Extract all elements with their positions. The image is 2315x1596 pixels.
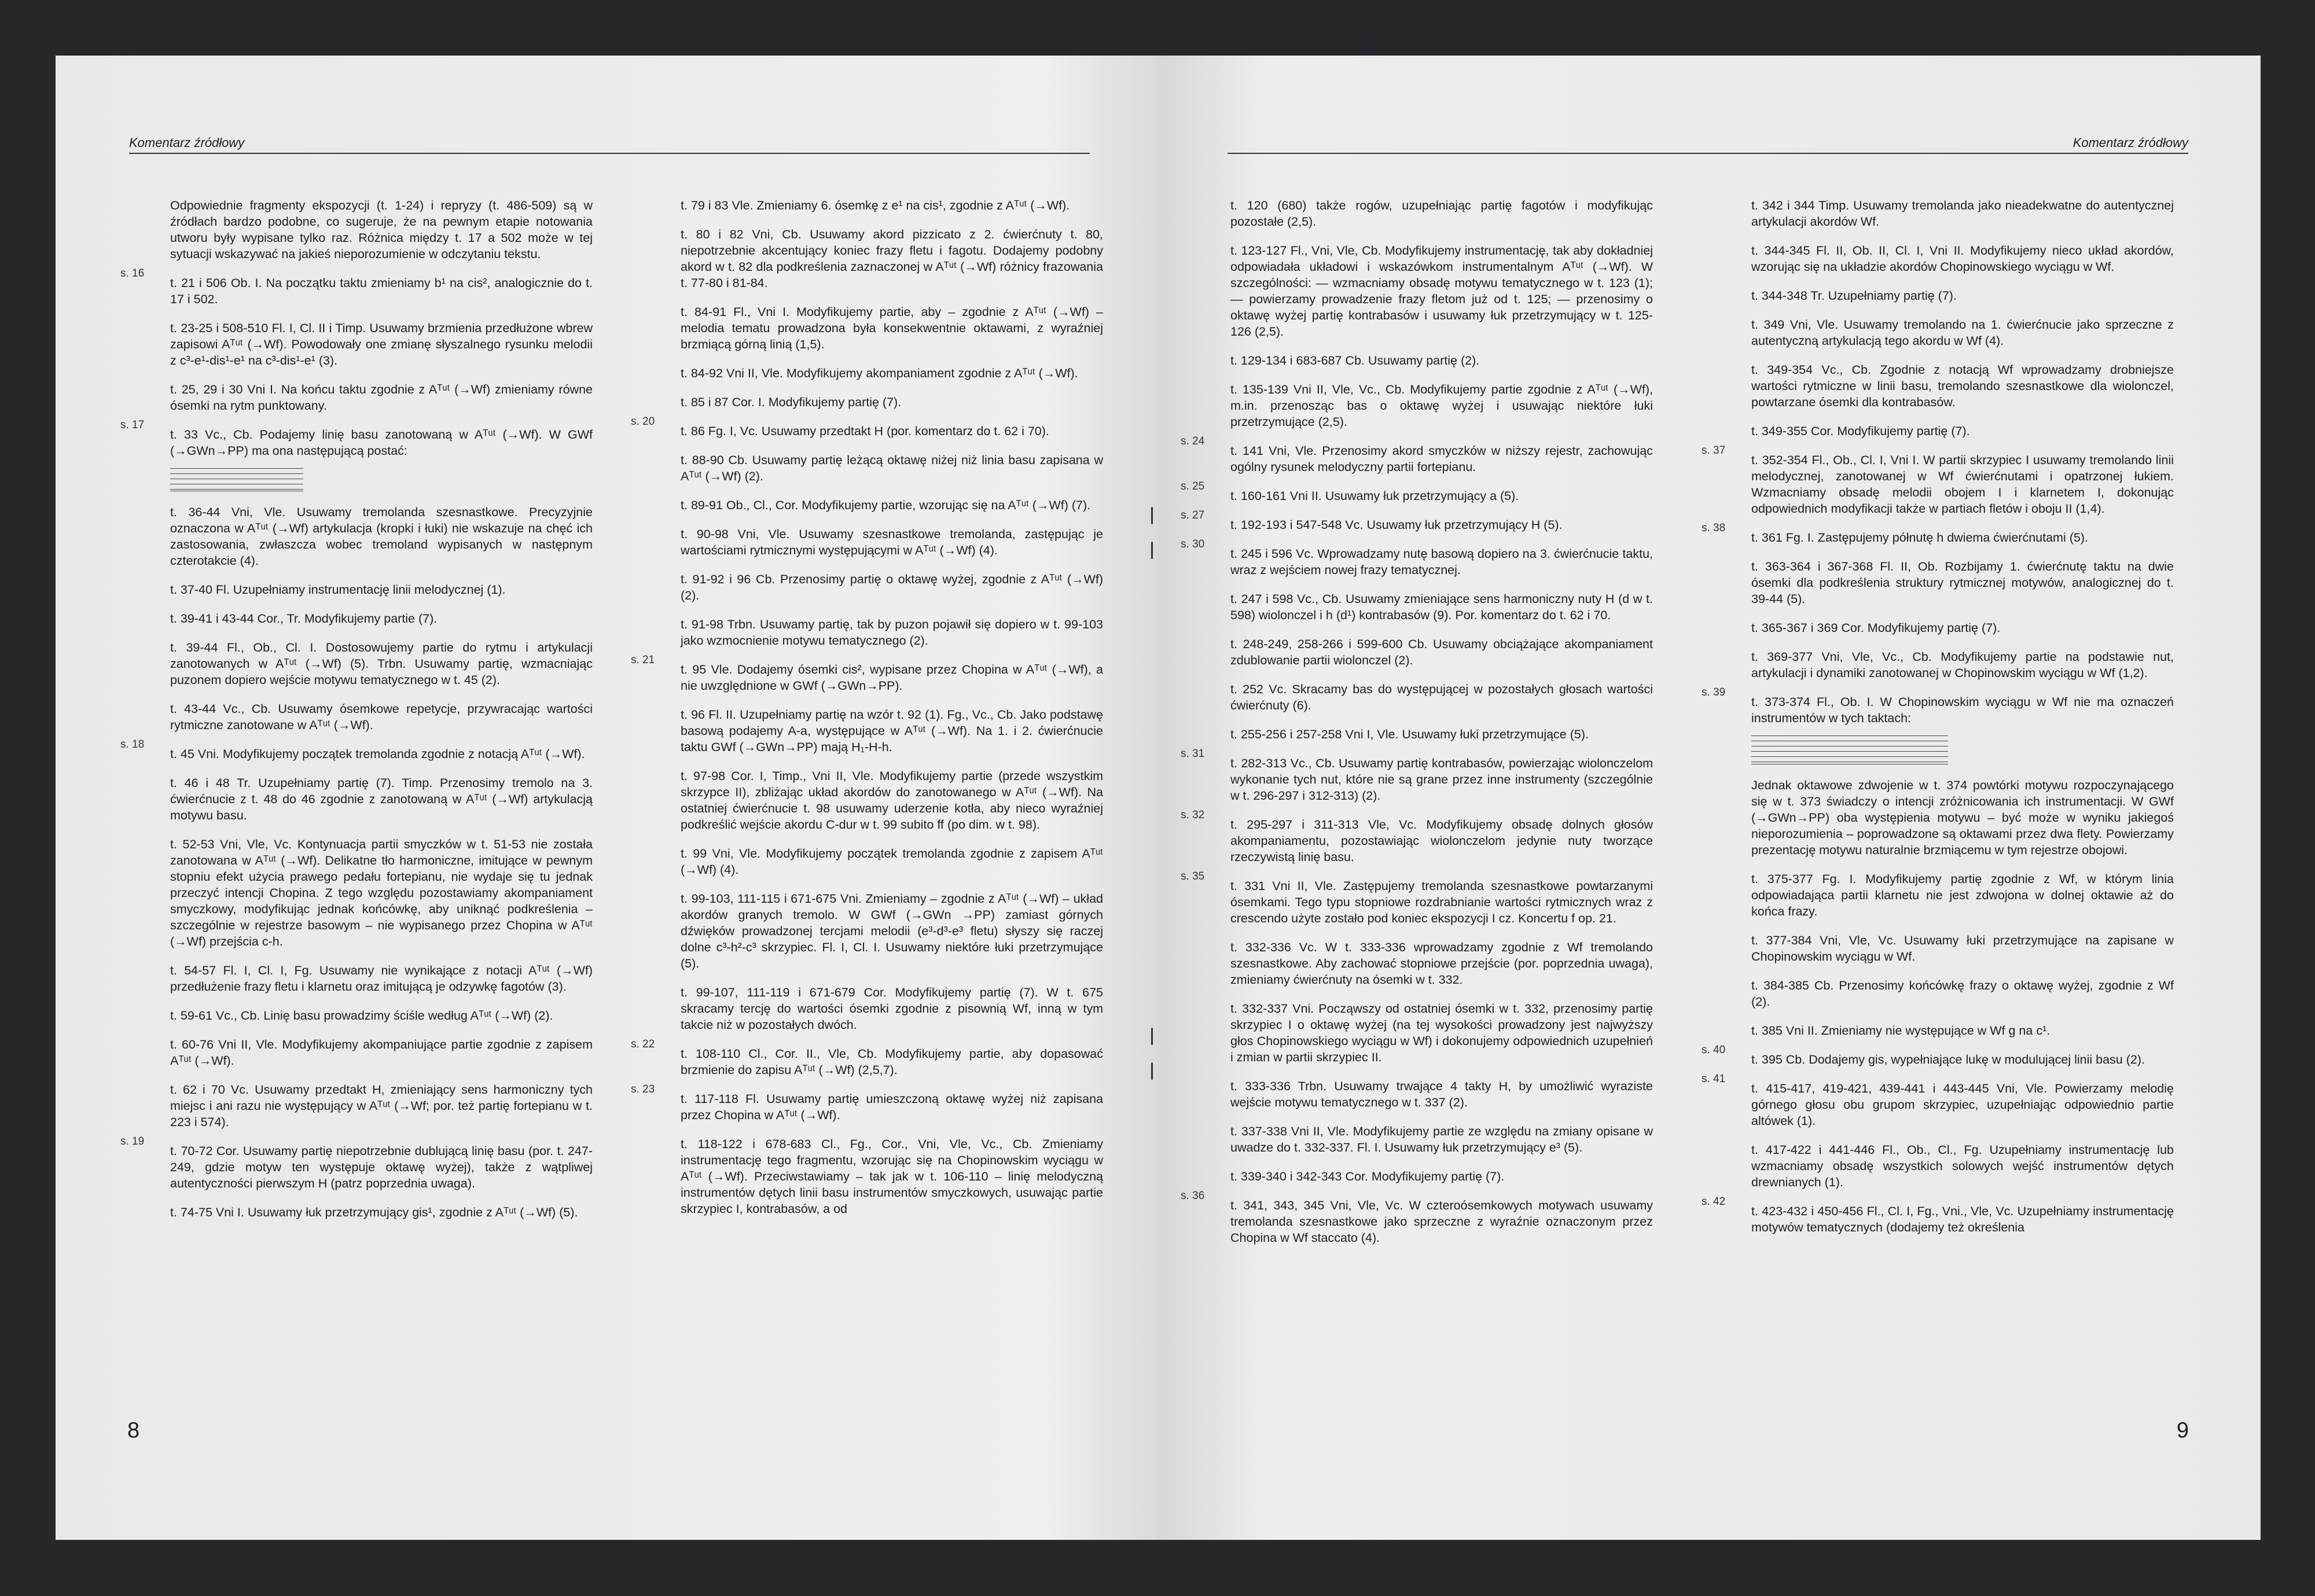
- entry-text: t. 349 Vni, Vle. Usuwamy tremolando na 1. ćwierćnucie jako sprzeczne z autentyczną artykulacją tego akordu w Wf (4).: [1751, 318, 2174, 348]
- page-reference: s. 35: [1181, 870, 1205, 882]
- commentary-entry: [681, 497, 1103, 513]
- entry-text: t. 282-313 Vc., Cb. Usuwamy partię kontrabasów, powierzając wiolonczelom wykonanie tych nut, które nie są grane przez inne instrumenty (szczególnie w t. 296-297 i 312-313) (2).: [1230, 756, 1653, 803]
- commentary-entry: [1181, 870, 1653, 926]
- entry-text: t. 252 Vc. Skracamy bas do występującej w pozostałych głosach wartości ćwierćnuty (6).: [1230, 682, 1653, 712]
- commentary-entry: [631, 654, 1103, 694]
- page-reference: s. 41: [1702, 1073, 1726, 1085]
- entry-text: t. 86 Fg. I, Vc. Usuwamy przedtakt H (por. komentarz do t. 62 i 70).: [681, 424, 1049, 438]
- entry-text: t. 85 i 87 Cor. I. Modyfikujemy partię (7).: [681, 395, 902, 409]
- entry-text: t. 91-92 i 96 Cb. Przenosimy partię o oktawę wyżej, zgodnie z Aᵀᵘᵗ (→Wf) (2).: [681, 572, 1103, 602]
- commentary-entry: [1751, 423, 2174, 439]
- entry-text: t. 62 i 70 Vc. Usuwamy przedtakt H, zmieniający sens harmoniczny tych miejsc i ani razu nie występujący w Aᵀᵘᵗ (→Wf; por. też partię fortepianu w t. 223 i 574).: [170, 1083, 593, 1129]
- entry-text: t. 135-139 Vni II, Vle, Vc., Cb. Modyfikujemy partie zgodnie z Aᵀᵘᵗ (→Wf), m.in. przenosząc bas o oktawę wyżej i usuwając niektóre łuki przetrzymujące (2,5).: [1230, 383, 1653, 429]
- commentary-entry: [1230, 381, 1653, 430]
- commentary-entry: [170, 611, 593, 627]
- page-reference: s. 38: [1702, 522, 1726, 534]
- entry-text: t. 95 Vle. Dodajemy ósemki cis², wypisane przez Chopina w Aᵀᵘᵗ (→Wf), a nie uwzględnione w GWf (→GWn→PP).: [681, 663, 1103, 693]
- entry-text: t. 384-385 Cb. Przenosimy końcówkę frazy o oktawę wyżej, zgodnie z Wf (2).: [1751, 979, 2174, 1009]
- commentary-entry: [1181, 480, 1653, 504]
- commentary-entry: [1230, 636, 1653, 668]
- entry-text: t. 385 Vni II. Zmieniamy nie występujące w Wf g na c¹.: [1751, 1024, 2051, 1038]
- column-4: [1702, 197, 2174, 1248]
- binding-staple-bottom-2: [1151, 1062, 1153, 1080]
- entry-text: t. 99-107, 111-119 i 671-679 Cor. Modyfikujemy partię (7). W t. 675 skracamy tercję do wartości ósemki zgodnie z pisownią Wf, inną w tym takcie niż w pozostałych dwóch.: [681, 985, 1103, 1032]
- page-reference: s. 19: [120, 1135, 145, 1148]
- entry-text: t. 80 i 82 Vni, Cb. Usuwamy akord pizzicato z 2. ćwierćnuty t. 80, niepotrzebnie akcentujący koniec frazy fletu i fagotu. Dodajemy podobny akord w t. 82 dla podkreślenia zaznaczonej w Aᵀᵘᵗ (→Wf) różnicy frazowania t. 77-80 i 81-84.: [681, 227, 1103, 290]
- commentary-entry: [1702, 522, 2174, 546]
- page-reference: s. 36: [1181, 1190, 1205, 1202]
- page-reference: s. 31: [1181, 748, 1205, 760]
- music-example: [1751, 733, 2174, 767]
- commentary-entry: [170, 1007, 593, 1024]
- commentary-entry: [1702, 1044, 2174, 1068]
- page-reference: s. 30: [1181, 538, 1205, 550]
- entry-text: t. 123-127 Fl., Vni, Vle, Cb. Modyfikujemy instrumentację, tak aby dokładniej odpowiadała układowi i wskazówkom instrumentalnym Aᵀᵘᵗ (→Wf). W szczególności: — wzmacniamy obsadę motywu tematycznego w t. 123 (1); — powierzamy prowadzenie frazy fletom już od t. 125; — przenosimy o oktawę wyżej partię kontrabasów i usuwamy łuk przetrzymujący w t. 125-126 (2,5).: [1230, 244, 1653, 339]
- entry-text: t. 97-98 Cor. I, Timp., Vni II, Vle. Modyfikujemy partie (przede wszystkim skrzypce II), zbliżając układ akordów do zanotowanego w Aᵀᵘᵗ (→Wf). Na ostatniej ćwierćnucie t. 98 usuwamy uderzenie kotła, aby nieco wyraźniej podkreślić wejście akordu C-dur w t. 99 subito ff (po dim. w t. 98).: [681, 769, 1103, 832]
- commentary-entry: [170, 197, 593, 262]
- entry-text: t. 54-57 Fl. I, Cl. I, Fg. Usuwamy nie wynikające z notacji Aᵀᵘᵗ (→Wf) przedłużenie frazy fletu i klarnetu oraz imitującą je odzywkę fagotów (3).: [170, 964, 593, 994]
- page-reference: s. 21: [631, 654, 655, 666]
- page-reference: s. 42: [1702, 1196, 1726, 1208]
- column-1: [120, 197, 593, 1233]
- commentary-entry: [1230, 1078, 1653, 1110]
- entry-text: t. 36-44 Vni, Vle. Usuwamy tremolanda szesnastkowe. Precyzyjnie oznaczona w Aᵀᵘᵗ (→Wf) artykulacja (kropki i łuki) nie wskazuje na chęć ich zastosowania, zwłaszcza wobec tremoland wypisanych w następnym czterotakcie (4).: [170, 505, 593, 568]
- entry-text: t. 247 i 598 Vc., Cb. Usuwamy zmieniające sens harmoniczny nuty H (d w t. 598) wiolonczel i h (d¹) kontrabasów (9). Por. komentarz do t. 62 i 70.: [1230, 592, 1653, 622]
- page-reference: s. 37: [1702, 444, 1726, 457]
- page-reference: s. 24: [1181, 435, 1205, 447]
- commentary-entry: [681, 768, 1103, 833]
- column-2: [631, 197, 1103, 1230]
- entry-text: t. 352-354 Fl., Ob., Cl. I, Vni I. W partii skrzypiec I usuwamy tremolando linii melodycznej, zanotowanej w Wf ćwierćnutami i opatrzonej łukiem. Wzmacniamy obsadę melodii obojem I i klarnetem I, dokonując odpowiednich modyfikacji także w partiach fletów i oboju II (1,4).: [1751, 453, 2174, 516]
- commentary-entry: [1702, 1196, 2174, 1235]
- entry-text: t. 39-41 i 43-44 Cor., Tr. Modyfikujemy partie (7).: [170, 612, 438, 626]
- entry-text: t. 45 Vni. Modyfikujemy początek tremolanda zgodnie z notacją Aᵀᵘᵗ (→Wf).: [170, 747, 585, 761]
- running-header-right: Komentarz źródłowy: [1228, 135, 2188, 154]
- entry-text: t. 90-98 Vni, Vle. Usuwamy szesnastkowe tremolanda, zastępując je wartościami rytmicznymi występującymi w Aᵀᵘᵗ (→Wf) (4).: [681, 527, 1103, 557]
- entry-text: t. 118-122 i 678-683 Cl., Fg., Cor., Vni, Vle, Vc., Cb. Zmieniamy instrumentację tego fragmentu, wzorując się na Chopinowskim wyciągu w Aᵀᵘᵗ (→Wf). Przeciwstawiamy – tak jak w t. 106-110 – linię melodyczną instrumentów dętych linii basu instrumentów smyczkowych, usuwając partie skrzypiec I, kontrabasów, a od: [681, 1137, 1103, 1216]
- entry-text: t. 415-417, 419-421, 439-441 i 443-445 Vni, Vle. Powierzamy melodię górnego głosu obu grupom skrzypiec, uzupełniając odpowiednio partie altówek (1).: [1751, 1082, 2174, 1128]
- entry-text: t. 21 i 506 Ob. I. Na początku taktu zmieniamy b¹ na cis², analogicznie do t. 17 i 502.: [170, 276, 593, 306]
- entry-text: t. 337-338 Vni II, Vle. Modyfikujemy partie ze względu na zmiany opisane w uwadze do t. 332-337. Fl. I. Usuwamy łuk przetrzymujący e³ (5).: [1230, 1124, 1653, 1154]
- entry-text: t. 52-53 Vni, Vle, Vc. Kontynuacja partii smyczków w t. 51-53 nie została zanotowana w Aᵀᵘᵗ (→Wf). Delikatne tło harmoniczne, imitujące w pewnym stopniu efekt użycia prawego pedału fortepianu, nie wydaje się tu jednak przeczyć intencji Chopina. Z tego względu pozostawiamy akompaniament smyczkowy, modyfikując jednak końcówkę, aby uniknąć podkreślenia – szczególnie w rejestrze basowym – nie wypisanego przez Chopina w Aᵀᵘᵗ (→Wf) przejścia c-h.: [170, 837, 593, 948]
- column-3: [1181, 197, 1653, 1259]
- entry-text: Odpowiednie fragmenty ekspozycji (t. 1-24) i repryzy (t. 486-509) są w źródłach bardzo podobne, co sugeruje, że na pewnym etapie notowania utworu były wypisane tylko raz. Różnica między t. 17 a 502 może w tej sytuacji wskazywać na jakieś nieporozumienie w odczytaniu tekstu.: [170, 198, 593, 261]
- entry-text: t. 361 Fg. I. Zastępujemy półnutę h dwiema ćwierćnutami (5).: [1751, 531, 2088, 545]
- commentary-entry: [1230, 352, 1653, 369]
- entry-text: t. 160-161 Vni II. Usuwamy łuk przetrzymujący a (5).: [1230, 489, 1519, 503]
- page-reference: s. 18: [120, 738, 145, 751]
- entry-text: t. 344-345 Fl. II, Ob. II, Cl. I, Vni II. Modyfikujemy nieco układ akordów, wzorując się na układzie akordów Chopinowskiego wyciągu w Wf.: [1751, 244, 2174, 274]
- commentary-entry: [1751, 620, 2174, 636]
- entry-text: t. 375-377 Fg. I. Modyfikujemy partię zgodnie z Wf, w którym linia odpowiadająca partii klarnetu nie jest zdwojona w dolnej oktawie aż do końca frazy.: [1751, 872, 2174, 918]
- entry-text: t. 377-384 Vni, Vle, Vc. Usuwamy łuki przetrzymujące na zapisane w Chopinowskim wyciągu w Wf.: [1751, 933, 2174, 964]
- entry-text: t. 43-44 Vc., Cb. Usuwamy ósemkowe repetycje, przywracając wartości rytmiczne zanotowane w Aᵀᵘᵗ (→Wf).: [170, 702, 593, 732]
- entry-text: t. 99-103, 111-115 i 671-675 Vni. Zmieniamy – zgodnie z Aᵀᵘᵗ (→Wf) – układ akordów granych tremolo. W GWf (→GWn →PP) zamiast górnych dźwięków prowadzonej tercjami melodii (e³-d³-e³ fletu) słyszy się raczej dolne c³-h²-c³ skrzypiec. Fl. I, Cl. I. Usuwamy niektóre łuki przetrzymujące (5).: [681, 892, 1103, 970]
- commentary-entry: [1230, 591, 1653, 623]
- commentary-entry: [681, 394, 1103, 410]
- entry-text: t. 331 Vni II, Vle. Zastępujemy tremolanda szesnastkowe powtarzanymi ósemkami. Tego typu stopniowe rozdrabnianie wartości rytmicznych wraz z crescendo użyte zostało pod koniec ekspozycji I cz. Koncertu f op. 21.: [1230, 879, 1653, 925]
- entry-text: t. 96 Fl. II. Uzupełniamy partię na wzór t. 92 (1). Fg., Vc., Cb. Jako podstawę basową podajemy A-a, występujące w Aᵀᵘᵗ (→Wf). Na 1. i 2. ćwierćnucie taktu GWf (→GWn→PP) mają H₁-H-h.: [681, 708, 1103, 754]
- commentary-entry: [170, 320, 593, 369]
- entry-text: t. 349-355 Cor. Modyfikujemy partię (7).: [1751, 424, 1970, 438]
- commentary-entry: [681, 226, 1103, 291]
- entry-text: t. 349-354 Vc., Cb. Zgodnie z notacją Wf wprowadzamy drobniejsze wartości rytmiczne w linii basu, tremolando szesnastkowe dla wiolonczel, powtarzane ósemki dla kontrabasów.: [1751, 363, 2174, 409]
- entry-text: t. 365-367 i 369 Cor. Modyfikujemy partię (7).: [1751, 621, 2001, 635]
- commentary-entry: [1181, 809, 1653, 865]
- commentary-entry: [681, 365, 1103, 381]
- commentary-entry: [170, 639, 593, 688]
- commentary-entry: [170, 962, 593, 995]
- entry-text: t. 333-336 Trbn. Usuwamy trwające 4 takty H, by umożliwić wyraziste wejście motywu tematycznego w t. 337 (2).: [1230, 1079, 1653, 1109]
- commentary-entry: [681, 526, 1103, 558]
- page-reference: s. 22: [631, 1038, 655, 1050]
- commentary-entry: [681, 891, 1103, 972]
- commentary-entry: [681, 304, 1103, 352]
- binding-staple-top-2: [1151, 542, 1153, 559]
- entry-text: t. 192-193 i 547-548 Vc. Usuwamy łuk przetrzymujący H (5).: [1230, 518, 1563, 532]
- commentary-entry: [1230, 1168, 1653, 1185]
- commentary-entry: [681, 845, 1103, 878]
- entry-text: t. 25, 29 i 30 Vni I. Na końcu taktu zgodnie z Aᵀᵘᵗ (→Wf) zmieniamy równe ósemki na rytm punktowany.: [170, 383, 593, 413]
- commentary-entry: [631, 1038, 1103, 1078]
- page-reference: s. 17: [120, 419, 145, 431]
- entry-text: t. 84-91 Fl., Vni I. Modyfikujemy partie, aby – zgodnie z Aᵀᵘᵗ (→Wf) – melodia tematu prowadzona była konsekwentnie oktawami, z wyraźniej brzmiącą górną linią (1,5).: [681, 305, 1103, 351]
- commentary-entry: [681, 197, 1103, 214]
- left-page: [56, 56, 1158, 1540]
- entry-text: t. 84-92 Vni II, Vle. Modyfikujemy akompaniament zgodnie z Aᵀᵘᵗ (→Wf).: [681, 366, 1078, 380]
- commentary-entry: [1751, 288, 2174, 304]
- entry-text: t. 59-61 Vc., Cb. Linię basu prowadzimy ściśle według Aᵀᵘᵗ (→Wf) (2).: [170, 1009, 553, 1023]
- commentary-entry: [1230, 1123, 1653, 1156]
- commentary-entry: [1181, 748, 1653, 804]
- entry-text: t. 341, 343, 345 Vni, Vle, Vc. W czteroósemkowych motywach usuwamy tremolanda szesnastkowe jako sprzeczne z wyraźnie oznaczonym przez Chopina w Wf staccato (4).: [1230, 1198, 1653, 1245]
- binding-staple-top: [1151, 507, 1153, 524]
- music-staff-icon: [170, 468, 303, 491]
- commentary-entry: [1702, 1073, 2174, 1129]
- entry-text: t. 88-90 Cb. Usuwamy partię leżącą oktawę niżej niż linia basu zapisana w Aᵀᵘᵗ (→Wf) (2).: [681, 453, 1103, 483]
- commentary-entry: [170, 775, 593, 823]
- commentary-entry: [1751, 1142, 2174, 1190]
- music-example: [170, 466, 593, 494]
- commentary-entry: [120, 1135, 593, 1192]
- entry-text: t. 129-134 i 683-687 Cb. Usuwamy partię (2).: [1230, 354, 1480, 367]
- commentary-entry: [631, 415, 1103, 439]
- entry-text: t. 46 i 48 Tr. Uzupełniamy partię (7). Timp. Przenosimy tremolo na 3. ćwierćnucie z t. 48 do 46 zgodnie z zanotowaną w Aᵀᵘᵗ (→Wf) artykulacją motywu basu.: [170, 776, 593, 822]
- entry-text: t. 79 i 83 Vle. Zmieniamy 6. ósemkę z e¹ na cis¹, zgodnie z Aᵀᵘᵗ (→Wf).: [681, 198, 1070, 212]
- commentary-entry: [170, 1082, 593, 1130]
- entry-text: t. 60-76 Vni II, Vle. Modyfikujemy akompaniujące partie zgodnie z zapisem Aᵀᵘᵗ (→Wf).: [170, 1038, 593, 1068]
- commentary-entry: [681, 707, 1103, 755]
- commentary-entry: [170, 1036, 593, 1069]
- commentary-entry: [1702, 444, 2174, 517]
- commentary-entry: [1181, 1190, 1653, 1246]
- entry-text: t. 369-377 Vni, Vle, Vc., Cb. Modyfikujemy partie na podstawie nut, artykulacji i dynamiki zanotowanej w Chopinowskim wyciągu w Wf (1,2).: [1751, 650, 2174, 680]
- commentary-entry: [170, 381, 593, 414]
- entry-text: t. 39-44 Fl., Ob., Cl. I. Dostosowujemy partie do rytmu i artykulacji zanotowanych w Aᵀᵘᵗ (→Wf) (5). Trbn. Usuwamy partię, wzmacniając puzonem dopiero wejście motywu tematycznego w t. 45 (2).: [170, 641, 593, 687]
- commentary-entry: [1181, 509, 1653, 533]
- entry-text: t. 89-91 Ob., Cl., Cor. Modyfikujemy partie, wzorując się na Aᵀᵘᵗ (→Wf) (7).: [681, 498, 1091, 512]
- page-reference: s. 23: [631, 1083, 655, 1095]
- entry-text: t. 332-336 Vc. W t. 333-336 wprowadzamy zgodnie z Wf tremolando szesnastkowe. Aby zachować stopniowe przejście (por. poprzednia uwaga), zmieniamy ćwierćnuty na ósemki w t. 332.: [1230, 940, 1653, 987]
- page-reference: s. 27: [1181, 509, 1205, 521]
- entry-text: t. 70-72 Cor. Usuwamy partię niepotrzebnie dublującą linię basu (por. t. 247-249, gdzie motyw ten występuje oktawę wyżej), także z wątpliwej autentyczności pierwszym H (patrz poprzednia uwaga).: [170, 1144, 593, 1190]
- commentary-entry: [1230, 681, 1653, 714]
- book-spread: [56, 56, 2261, 1540]
- entry-text: t. 120 (680) także rogów, uzupełniając partię fagotów i modyfikując pozostałe (2,5).: [1230, 198, 1653, 229]
- commentary-entry: [1751, 932, 2174, 965]
- commentary-entry: [1751, 777, 2174, 858]
- entry-text: t. 99 Vni, Vle. Modyfikujemy początek tremolanda zgodnie z zapisem Aᵀᵘᵗ (→Wf) (4).: [681, 847, 1103, 877]
- commentary-entry: [120, 738, 593, 762]
- entry-text: t. 74-75 Vni I. Usuwamy łuk przetrzymujący gis¹, zgodnie z Aᵀᵘᵗ (→Wf) (5).: [170, 1205, 578, 1219]
- commentary-entry: [1751, 197, 2174, 230]
- entry-text: Jednak oktawowe zdwojenie w t. 374 powtórki motywu rozpoczynającego się w t. 373 świadczy o intencji zróżnicowania ich instrumentacji. W GWf (→GWn→PP) oba występienia motywu – być może w wyniku jakiegoś nieporozumienia – poprowadzone są oktawami przez dwa flety. Powierzamy prezentację motywu naturalnie brzmiącemu w tym rejestrze obojowi.: [1751, 778, 2174, 857]
- page-number-right: 9: [2176, 1418, 2189, 1443]
- entry-text: t. 117-118 Fl. Usuwamy partię umieszczoną oktawę wyżej niż zapisana przez Chopina w Aᵀᵘᵗ (→Wf).: [681, 1092, 1103, 1122]
- entry-text: t. 332-337 Vni. Począwszy od ostatniej ósemki w t. 332, przenosimy partię skrzypiec I o oktawę wyżej (na tej wysokości prowadzony jest najwyższy głos Chopinowskiego wyciągu w Wf) i dokonujemy odpowiednich uzupełnień i zmian w partii skrzypiec II.: [1230, 1002, 1653, 1064]
- entry-text: t. 91-98 Trbn. Usuwamy partię, tak by puzon pojawił się dopiero w t. 99-103 jako wzmocnienie motywu tematycznego (2).: [681, 617, 1103, 648]
- commentary-entry: [681, 984, 1103, 1033]
- commentary-entry: [1751, 977, 2174, 1010]
- commentary-entry: [1230, 726, 1653, 742]
- commentary-entry: [631, 1083, 1103, 1123]
- entry-text: t. 33 Vc., Cb. Podajemy linię basu zanotowaną w Aᵀᵘᵗ (→Wf). W GWf (→GWn→PP) ma ona następującą postać:: [170, 428, 593, 458]
- commentary-entry: [681, 571, 1103, 604]
- commentary-entry: [1702, 686, 2174, 726]
- page-reference: s. 39: [1702, 686, 1726, 698]
- entry-text: t. 344-348 Tr. Uzupełniamy partię (7).: [1751, 289, 1957, 303]
- commentary-entry: [120, 419, 593, 459]
- page-reference: s. 25: [1181, 480, 1205, 492]
- commentary-entry: [1751, 649, 2174, 681]
- commentary-entry: [170, 1204, 593, 1220]
- commentary-entry: [681, 452, 1103, 484]
- commentary-entry: [170, 836, 593, 950]
- page-reference: s. 20: [631, 415, 655, 428]
- entry-text: t. 395 Cb. Dodajemy gis, wypełniające lukę w modulującej linii basu (2).: [1751, 1053, 2145, 1067]
- page-number-left: 8: [127, 1418, 140, 1443]
- entry-text: t. 23-25 i 508-510 Fl. I, Cl. II i Timp. Usuwamy brzmienia przedłużone wbrew zapisowi Aᵀᵘᵗ (→Wf). Powodowały one zmianę słyszalnego rysunku melodii z c³-e¹-dis¹-e¹ na c³-dis¹-e¹ (3).: [170, 321, 593, 367]
- commentary-entry: [681, 1136, 1103, 1217]
- entry-text: t. 108-110 Cl., Cor. II., Vle, Cb. Modyfikujemy partie, aby dopasować brzmienie do zapisu Aᵀᵘᵗ (→Wf) (2,5,7).: [681, 1047, 1103, 1077]
- page-reference: s. 32: [1181, 809, 1205, 821]
- commentary-entry: [1230, 242, 1653, 340]
- commentary-entry: [1751, 242, 2174, 275]
- commentary-entry: [1181, 435, 1653, 475]
- entry-text: t. 423-432 i 450-456 Fl., Cl. I, Fg., Vni., Vle, Vc. Uzupełniamy instrumentację motywów tematycznych (dodajemy też określenia: [1751, 1204, 2174, 1234]
- commentary-entry: [120, 267, 593, 307]
- commentary-entry: [1230, 1001, 1653, 1065]
- entry-text: t. 363-364 i 367-368 Fl. II, Ob. Rozbijamy 1. ćwierćnutę taktu na dwie ósemki dla podkreślenia struktury rytmicznej motywów, analogicznej do t. 39-44 (5).: [1751, 560, 2174, 606]
- commentary-entry: [170, 504, 593, 569]
- running-header-left: Komentarz źródłowy: [129, 135, 1090, 154]
- commentary-entry: [1751, 558, 2174, 607]
- entry-text: t. 342 i 344 Timp. Usuwamy tremolanda jako nieadekwatne do autentycznej artykulacji akordów Wf.: [1751, 198, 2174, 229]
- entry-text: t. 141 Vni, Vle. Przenosimy akord smyczków w niższy rejestr, zachowując ogólny rysunek melodyczny partii fortepianu.: [1230, 444, 1653, 474]
- commentary-entry: [1751, 362, 2174, 410]
- commentary-entry: [1751, 317, 2174, 349]
- commentary-entry: [170, 701, 593, 733]
- commentary-entry: [1751, 1023, 2174, 1039]
- entry-text: t. 295-297 i 311-313 Vle, Vc. Modyfikujemy obsadę dolnych głosów akompaniamentu, pozostawiając wiolonczelom jedynie nuty tworzące rzeczywistą linię basu.: [1230, 818, 1653, 864]
- entry-text: t. 245 i 596 Vc. Wprowadzamy nutę basową dopiero na 3. ćwierćnucie taktu, wraz z wejściem nowej frazy tematycznej.: [1230, 547, 1653, 577]
- entry-text: t. 339-340 i 342-343 Cor. Modyfikujemy partię (7).: [1230, 1170, 1505, 1183]
- commentary-entry: [1181, 538, 1653, 578]
- commentary-entry: [1751, 871, 2174, 920]
- commentary-entry: [1230, 939, 1653, 988]
- entry-text: t. 417-422 i 441-446 Fl., Ob., Cl., Fg. Uzupełniamy instrumentację lub wzmacniamy obsadę wszystkich solowych wejść instrumentów dętych drewnianych (1).: [1751, 1143, 2174, 1189]
- entry-text: t. 37-40 Fl. Uzupełniamy instrumentację linii melodycznej (1).: [170, 583, 506, 597]
- right-page: [1158, 56, 2261, 1540]
- page-reference: s. 40: [1702, 1044, 1726, 1056]
- entry-text: t. 248-249, 258-266 i 599-600 Cb. Usuwamy obciążające akompaniament zdublowanie partii wiolonczel (2).: [1230, 637, 1653, 667]
- entry-text: t. 373-374 Fl., Ob. I. W Chopinowskim wyciągu w Wf nie ma oznaczeń instrumentów w tych taktach:: [1751, 695, 2174, 725]
- entry-text: t. 255-256 i 257-258 Vni I, Vle. Usuwamy łuki przetrzymujące (5).: [1230, 727, 1589, 741]
- commentary-entry: [1230, 197, 1653, 230]
- music-staff-icon: [1751, 736, 1948, 764]
- page-reference: s. 16: [120, 267, 145, 280]
- binding-staple-bottom: [1151, 1028, 1153, 1045]
- commentary-entry: [681, 616, 1103, 649]
- commentary-entry: [170, 582, 593, 598]
